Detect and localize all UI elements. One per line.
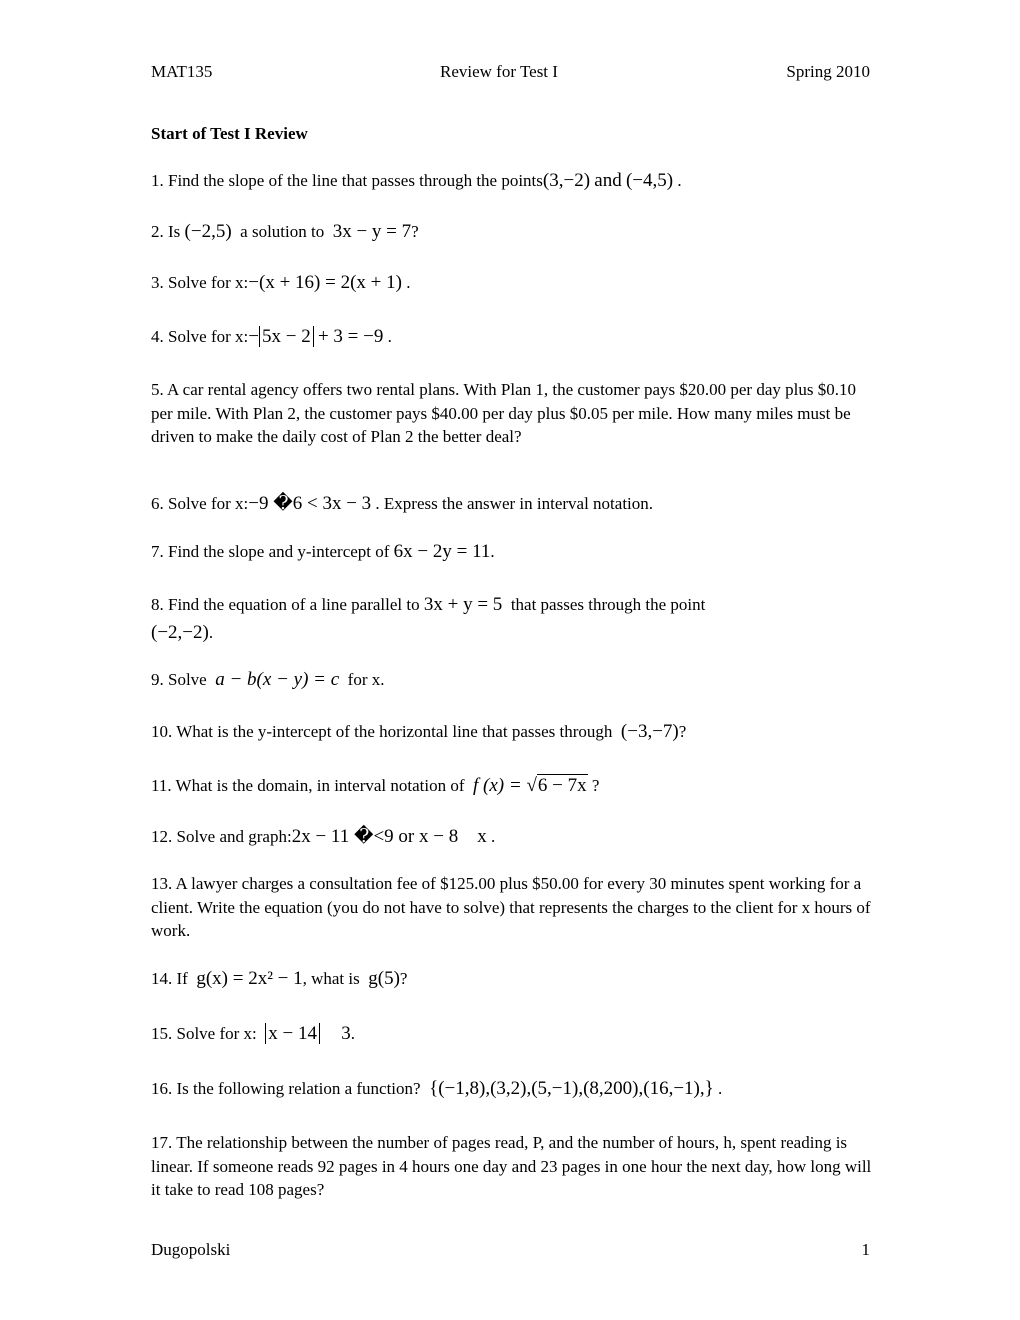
q12-inequality: 2x − 11 �<9 or x − 8 x bbox=[291, 826, 487, 847]
q4-text: 4. Solve for x: bbox=[151, 327, 249, 346]
q4-rest: + 3 = −9 bbox=[317, 326, 384, 347]
q8-point: (−2,−2) bbox=[151, 622, 209, 643]
question-12 bbox=[151, 827, 495, 847]
question-10 bbox=[151, 722, 686, 742]
q8-text: 8. Find the equation of a line parallel to bbox=[151, 595, 420, 614]
question-1 bbox=[151, 171, 682, 191]
q7-text: 7. Find the slope and y-intercept of bbox=[151, 542, 390, 561]
question-16 bbox=[151, 1079, 722, 1099]
q2-end: ? bbox=[411, 222, 419, 241]
q6-text: 6. Solve for x: bbox=[151, 494, 249, 513]
question-15 bbox=[151, 1024, 355, 1044]
question-5: 5. A car rental agency offers two rental plans. With Plan 1, the customer pays $20.00 per day plus $0.10 per mile. With Plan 2, the customer pays $40.00 per day plus $0.05 per mile. How many miles must be driven to make the daily cost of Plan 2 the better deal? bbox=[151, 380, 856, 446]
q1-end: . bbox=[677, 171, 682, 190]
q9-text: 9. Solve bbox=[151, 670, 207, 689]
q4-absolute-value: 5x − 2 bbox=[259, 326, 314, 347]
question-7 bbox=[151, 542, 495, 562]
q11-radicand: 6 − 7x bbox=[537, 775, 587, 796]
question-14 bbox=[151, 969, 407, 989]
q4-negative-sign: − bbox=[248, 326, 259, 347]
q2-point: (−2,5) bbox=[184, 221, 232, 242]
q7-end: . bbox=[490, 542, 495, 561]
q15-end: . bbox=[350, 1024, 355, 1043]
q10-text: 10. What is the y-intercept of the horizontal line that passes through bbox=[151, 722, 613, 741]
q14-mid: , what is bbox=[302, 969, 360, 988]
q8-mid: that passes through the point bbox=[510, 595, 706, 614]
q6-end: . Express the answer in interval notation. bbox=[375, 494, 654, 513]
q15-text: 15. Solve for x: bbox=[151, 1024, 257, 1043]
footer-author: Dugopolski bbox=[151, 1240, 231, 1259]
q12-end: . bbox=[490, 827, 496, 846]
q14-text: 14. If bbox=[151, 969, 188, 988]
q3-equation: −(x + 16) = 2(x + 1) bbox=[248, 272, 402, 293]
q2-text: a solution to bbox=[240, 222, 325, 241]
q14-evaluate: g(5) bbox=[368, 968, 400, 989]
q9-equation: a − b(x − y) = c bbox=[215, 669, 340, 690]
header-course: MAT135 bbox=[151, 62, 213, 81]
q11-end: ? bbox=[591, 776, 600, 795]
q11-radical-sign: √ bbox=[526, 775, 537, 796]
question-8 bbox=[151, 591, 881, 647]
q9-end: for x. bbox=[347, 670, 385, 689]
q1-point-b: (−4,5) bbox=[625, 170, 674, 191]
q2-num: 2. Is bbox=[151, 222, 181, 241]
q8-end: . bbox=[208, 623, 214, 642]
q14-function: g(x) = 2x² − 1 bbox=[196, 968, 303, 989]
q15-rest: 3 bbox=[341, 1023, 351, 1044]
q1-num: 1. bbox=[151, 171, 164, 190]
question-3 bbox=[151, 273, 410, 293]
question-9 bbox=[151, 670, 384, 690]
q12-text: 12. Solve and graph: bbox=[151, 827, 292, 846]
question-17: 17. The relationship between the number of pages read, P, and the number of hours, h, spent reading is linear. If someone reads 92 pages in 4 hours one day and 23 pages in one hour the next day, how long will it take to read 108 pages? bbox=[151, 1133, 872, 1199]
q15-absolute-value: x − 14 bbox=[265, 1023, 320, 1044]
header-title: Review for Test I bbox=[440, 62, 558, 81]
q4-end: . bbox=[387, 327, 392, 346]
question-11 bbox=[151, 776, 599, 796]
q1-and: and bbox=[594, 170, 622, 191]
q2-equation: 3x − y = 7 bbox=[332, 221, 412, 242]
question-13: 13. A lawyer charges a consultation fee of $125.00 plus $50.00 for every 30 minutes spent working for a client. Write the equation (you do not have to solve) that represents the charges to the client for x hours of work. bbox=[151, 874, 871, 940]
q14-end: ? bbox=[399, 969, 408, 988]
q6-inequality: −9 �6 < 3x − 3 bbox=[248, 493, 372, 514]
q11-text: 11. What is the domain, in interval notation of bbox=[151, 776, 465, 795]
q3-text: 3. Solve for x: bbox=[151, 273, 249, 292]
q7-equation: 6x − 2y = 11 bbox=[393, 541, 491, 562]
header-term: Spring 2010 bbox=[786, 62, 870, 81]
question-2 bbox=[151, 222, 419, 242]
q3-end: . bbox=[406, 273, 411, 292]
footer-page-number: 1 bbox=[861, 1240, 870, 1259]
q1-text: Find the slope of the line that passes through the points bbox=[168, 171, 543, 190]
question-4 bbox=[151, 327, 392, 347]
q16-end: . bbox=[718, 1079, 723, 1098]
q16-set: {(−1,8),(3,2),(5,−1),(8,200),(16,−1),} bbox=[429, 1078, 714, 1099]
q8-equation: 3x + y = 5 bbox=[423, 594, 503, 615]
q1-point-a: (3,−2) bbox=[542, 170, 591, 191]
q11-function: f (x) = bbox=[473, 775, 527, 796]
question-6 bbox=[151, 494, 653, 514]
q10-end: ? bbox=[678, 722, 687, 741]
section-title: Start of Test I Review bbox=[151, 124, 308, 143]
q16-text: 16. Is the following relation a function? bbox=[151, 1079, 421, 1098]
q10-point: (−3,−7) bbox=[620, 721, 679, 742]
